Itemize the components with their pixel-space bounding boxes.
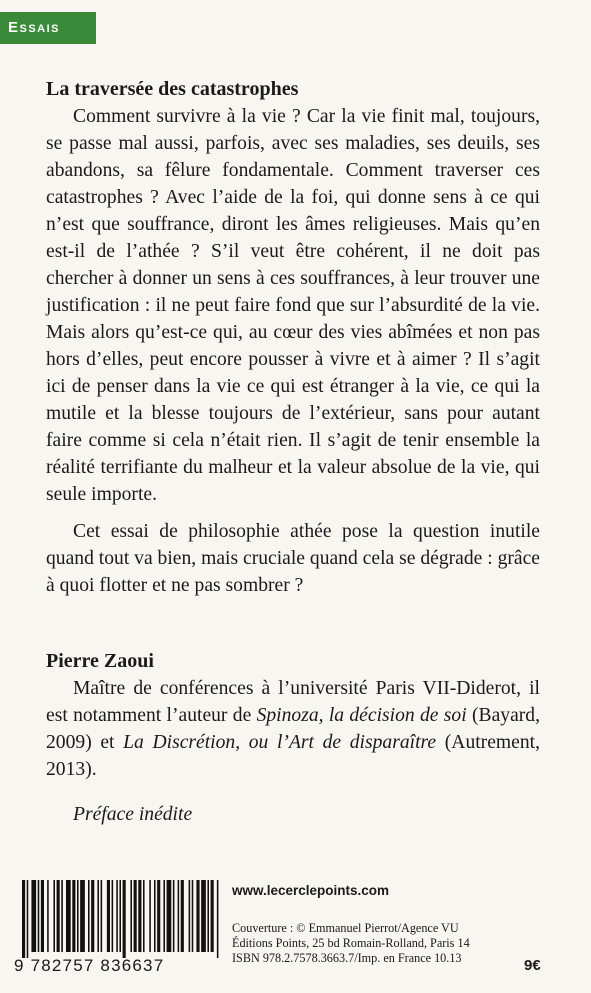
barcode-bar xyxy=(138,880,141,952)
barcode-bar xyxy=(178,880,180,952)
barcode-bar xyxy=(211,880,214,952)
barcode-bars-icon xyxy=(22,880,220,958)
book-publisher-1: (Bayard, 2009) et xyxy=(46,705,540,753)
barcode-bar xyxy=(207,880,209,952)
barcode-bar xyxy=(116,880,118,952)
barcode-bar xyxy=(107,880,110,952)
barcode-bar xyxy=(154,880,156,952)
barcode-bar xyxy=(101,880,103,952)
barcode-digits: 9 782757 836637 xyxy=(14,956,165,975)
barcode-bar xyxy=(41,880,44,952)
barcode-bar xyxy=(80,880,85,952)
imprint-line-isbn: ISBN 978.2.7578.3663.7/Imp. en France 10.13 xyxy=(232,951,462,965)
barcode-bar xyxy=(134,880,137,952)
author-name: Pierre Zaoui xyxy=(46,650,154,672)
barcode-bar xyxy=(72,880,75,952)
blurb-paragraph-2: Cet essai de philosophie athée pose la question inutile quand tout va bien, mais cruciale quand cela se dégrade : grâce à quoi flotter et ne pas sombrer ? xyxy=(46,521,540,596)
blurb-title: La traversée des catastrophes xyxy=(46,78,299,100)
barcode-bar xyxy=(181,880,184,952)
imprint-block xyxy=(232,921,470,966)
barcode-bar xyxy=(61,880,63,952)
barcode-bar xyxy=(217,880,219,958)
barcode-bar xyxy=(157,880,160,952)
book-publisher-2: (Autrement, 2013). xyxy=(46,732,540,780)
barcode-bar xyxy=(77,880,79,952)
barcode-bar xyxy=(27,880,29,958)
bio-intro: Maître de conférences à l’université Paris VII-Diderot, il est notamment l’auteur de xyxy=(46,678,540,726)
series-label: Essais xyxy=(0,12,96,44)
imprint-line-publisher: Éditions Points, 25 bd Romain-Rolland, Paris 14 xyxy=(232,936,470,950)
price: 9€ xyxy=(524,957,541,974)
barcode-bar xyxy=(149,880,151,952)
barcode-bar xyxy=(201,880,206,952)
barcode-bar xyxy=(31,880,36,952)
barcode-bar xyxy=(57,880,60,952)
barcode-bar xyxy=(123,880,126,958)
barcode-bar xyxy=(173,880,175,952)
blurb-paragraph-1: Comment survivre à la vie ? Car la vie finit mal, toujours, se passe mal aussi, parfois, avec ses maladies, ses deuils, ses abandons, sa fêlure fondamentale. Comment traverser ces catastrophes ? Avec l’aide de la foi, qui donne sens à ce qui n’est que souffrance, diront les âmes religieuses. Mais qu’en est-il de l’athée ? S’il veut être cohérent, il ne doit pas chercher à donner un sens à ces souffrances, à leur trouver une justification : il ne peut faire fond que sur l’absurdité de la vie. Mais alors qu’est-ce qui, au cœur des vies abîmées et non pas hors d’elles, peut encore pousser à vivre et à aimer ? Il s’agit ici de penser dans la vie ce qui est étranger à la vie, ce qui la mutile et la blesse toujours de l’extérieur, sans pour autant faire comme si cela n’était rien. Il s’agit de tenir ensemble la réalité terrifiante du malheur et la valeur absolue de la vie, qui seule importe. xyxy=(46,106,540,505)
barcode xyxy=(14,880,220,980)
barcode-bar xyxy=(130,880,132,952)
preface-note: Préface inédite xyxy=(73,804,193,825)
barcode-bar xyxy=(66,880,71,952)
barcode-bar xyxy=(112,880,114,952)
book-title-2: La Discrétion, ou l’Art de disparaître xyxy=(123,732,437,753)
barcode-bar xyxy=(192,880,194,952)
barcode-bar xyxy=(167,880,172,952)
author-bio xyxy=(46,675,540,783)
publisher-website: www.lecerclepoints.com xyxy=(232,883,390,898)
barcode-bar xyxy=(88,880,90,952)
imprint-line-cover: Couverture : © Emmanuel Pierrot/Agence VU xyxy=(232,921,459,935)
barcode-bar xyxy=(91,880,94,952)
barcode-bar xyxy=(22,880,25,958)
barcode-bar xyxy=(196,880,199,952)
barcode-bar xyxy=(53,880,55,952)
barcode-bar xyxy=(38,880,40,952)
barcode-bar xyxy=(47,880,49,952)
barcode-bar xyxy=(189,880,191,952)
book-title-1: Spinoza, la décision de soi xyxy=(256,705,467,726)
barcode-bar xyxy=(97,880,99,952)
barcode-bar xyxy=(119,880,121,952)
barcode-bar xyxy=(163,880,165,952)
barcode-bar xyxy=(143,880,145,952)
